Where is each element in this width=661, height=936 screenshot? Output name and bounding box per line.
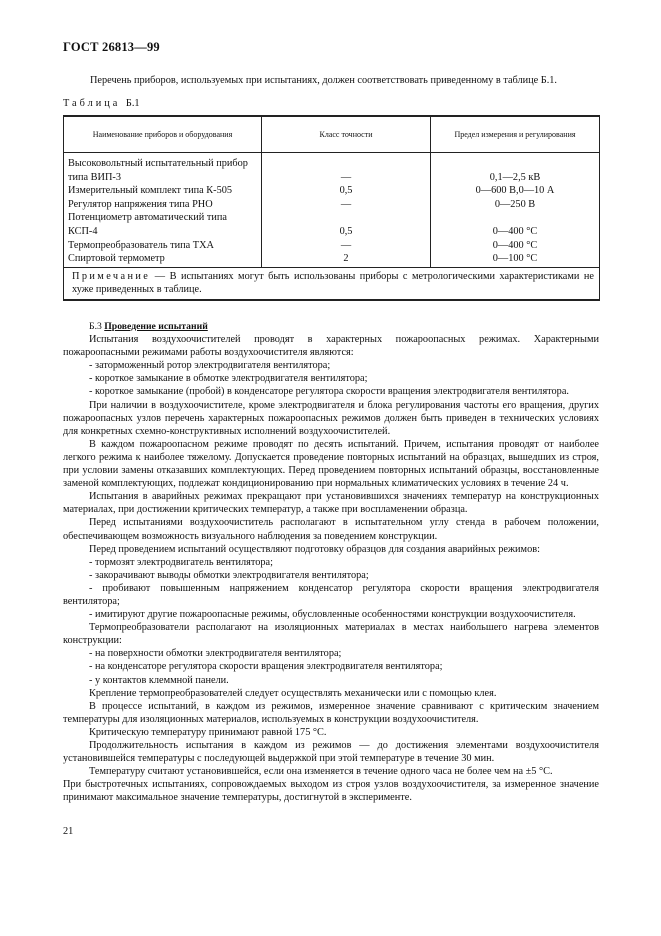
range-cell: 0,1—2,5 кВ (431, 153, 600, 185)
paragraph: Температуру считают установившейся, если она изменяется в течение одного часа не более чем на ±5 °С. (89, 766, 553, 778)
devices-table (63, 115, 600, 301)
accuracy-cell: — (262, 239, 431, 253)
section-number: Б.3 (89, 321, 102, 332)
range-cell: 0—600 В,0—10 А (431, 184, 600, 198)
paragraph: Термопреобразователи располагают на изоляционных материалах в местах наибольшего нагрева элементов конструкции: (63, 622, 599, 647)
note-text: — В испытаниях могут быть использованы приборы с метрологическими характеристиками не хуже приведенных в таблице. (72, 270, 594, 296)
accuracy-cell: 2 (262, 252, 431, 267)
table-header-row (64, 116, 600, 153)
paragraph: Перед проведением испытаний осуществляют подготовку образцов для создания аварийных режимов: (89, 543, 540, 555)
paragraph: Продолжительность испытания в каждом из режимов — до достижения элементами воздухоочистителя установившейся температуры с последующей выдержкой при этой температуре в течение 30 мин. (63, 740, 599, 765)
list-item: - заторможенный ротор электродвигателя вентилятора; (89, 360, 331, 372)
paragraph: Критическую температуру принимают равной 175 °С. (89, 726, 327, 738)
paragraph: Испытания воздухоочистителей проводят в характерных пожароопасных режимах. Характерными пожароопасными режимами работы воздухоочистителя являются: (63, 334, 599, 359)
column-header-accuracy: Класс точности (262, 116, 431, 153)
list-item: - короткое замыкание в обмотке электродвигателя вентилятора; (89, 373, 368, 385)
list-item: - короткое замыкание (пробой) в конденсаторе регулятора скорости вращения электродвигателя вентилятора. (89, 386, 569, 398)
device-name-cell: Потенциометр автоматический типа КСП-4 (64, 211, 262, 238)
section-title: Проведение испытаний (104, 321, 208, 332)
paragraph: Крепление термопреобразователей следует осуществлять механически или с помощью клея. (89, 687, 497, 699)
device-name-cell: Измерительный комплект типа К-505 (64, 184, 262, 198)
table-row (64, 153, 600, 185)
device-name-cell: Спиртовой термометр (64, 252, 262, 267)
table-note-row (64, 267, 600, 300)
range-cell: 0—100 °С (431, 252, 600, 267)
range-cell: 0—400 °С (431, 211, 600, 238)
device-name-cell: Термопреобразователь типа ТХА (64, 239, 262, 253)
page-number: 21 (63, 826, 74, 837)
paragraph: При наличии в воздухоочистителе, кроме электродвигателя и блока регулирования частоты его вращения, других пожароопасных узлов перечень характерных пожароопасных режимов должен быть приведен в технических условиях для конкретных схемно-конструктивных исполнений воздухоочистителей. (63, 399, 599, 437)
section-heading (63, 320, 599, 333)
list-item: - пробивают повышенным напряжением конденсатор регулятора скорости вращения электродвигателя вентилятора; (63, 582, 599, 607)
table-caption-word: Таблица (63, 98, 121, 109)
paragraph: Испытания в аварийных режимах прекращают при установившихся значениях температур на конструкционных материалах, при достижении критических температур, а также при воспламенении образца. (63, 491, 599, 516)
table-caption (63, 97, 140, 111)
intro-text: Перечень приборов, используемых при испытаниях, должен соответствовать приведенному в таблице Б.1. (90, 75, 558, 86)
device-name-cell: Регулятор напряжения типа РНО (64, 198, 262, 212)
table-row (64, 198, 600, 212)
paragraph: В процессе испытаний, в каждом из режимов, измеренное значение сравнивают с критическим значением температуры для изоляционных материалов, используемых в конструкции воздухоочистителя. (63, 700, 599, 725)
section-body (63, 320, 599, 804)
list-item: - закорачивают выводы обмотки электродвигателя вентилятора; (89, 569, 369, 581)
list-item: - у контактов клеммной панели. (89, 674, 229, 686)
list-item: - имитируют другие пожароопасные режимы, обусловленные особенностями конструкции воздухоочистителя. (89, 609, 576, 621)
list-item: - на поверхности обмотки электродвигателя вентилятора; (89, 648, 342, 660)
table-row (64, 211, 600, 238)
column-header-range: Предел измерения и регулирования (431, 116, 600, 153)
range-cell: 0—250 В (431, 198, 600, 212)
accuracy-cell: 0,5 (262, 184, 431, 198)
device-name-cell: Высоковольтный испытательный прибор типа ВИП-3 (64, 153, 262, 185)
table-note (64, 267, 600, 300)
note-heading: Примечание (72, 270, 151, 282)
accuracy-cell: — (262, 153, 431, 185)
accuracy-cell: — (262, 198, 431, 212)
table-caption-number: Б.1 (125, 98, 140, 109)
paragraph: Перед испытаниями воздухоочиститель располагают в испытательном углу стенда в рабочем положении, обеспечивающем возможность визуального наблюдения за поведением конструкции. (63, 517, 599, 542)
paragraph: В каждом пожароопасном режиме проводят по десять испытаний. Причем, испытания проводят от наиболее легкого режима к наиболее тяжелому. Допускается проведение повторных испытаний на образцах, вышедших из строя, при условии замены отказавших комплектующих. Перед проведением повторных испытаний образцы, восстановленные заменой комплектующих, подлежат кондиционированию при нормальных климатических условиях в течение 24 ч. (63, 438, 599, 490)
list-item: - на конденсаторе регулятора скорости вращения электродвигателя вентилятора; (89, 661, 443, 673)
table-row (64, 239, 600, 253)
document-header: ГОСТ 26813—99 (63, 40, 160, 54)
range-cell: 0—400 °С (431, 239, 600, 253)
paragraph: При быстротечных испытаниях, сопровождаемых выходом из строя узлов воздухоочистителя, за измеренное значение принимают максимальное значение температуры, достигнутой в эксперименте. (63, 779, 599, 804)
list-item: - тормозят электродвигатель вентилятора; (89, 556, 273, 568)
table-row (64, 252, 600, 267)
accuracy-cell: 0,5 (262, 211, 431, 238)
column-header-device: Наименование приборов и оборудования (64, 116, 262, 153)
table-row (64, 184, 600, 198)
